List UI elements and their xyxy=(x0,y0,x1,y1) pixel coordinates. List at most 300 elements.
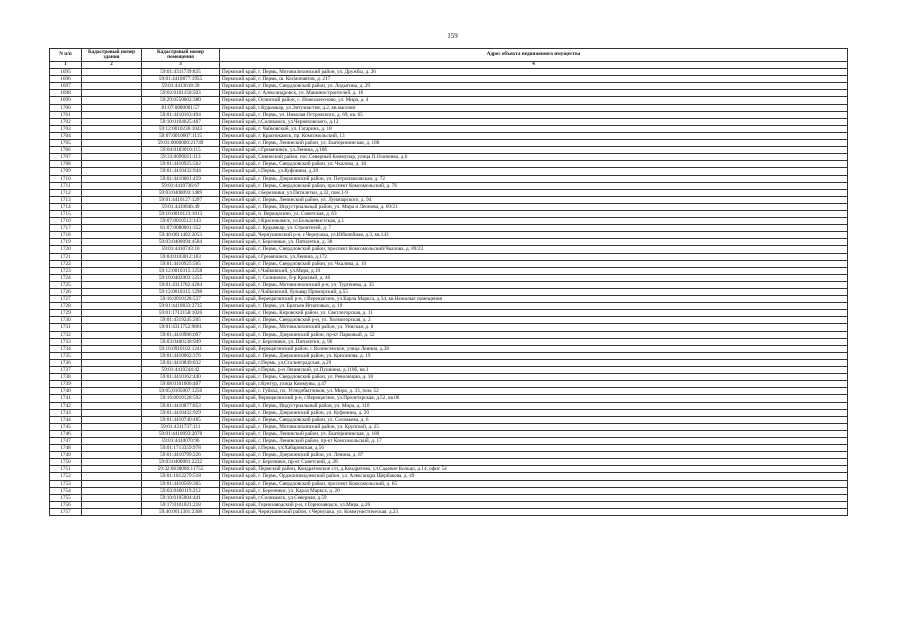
table-row xyxy=(50,104,848,111)
row-number: 1736 xyxy=(50,359,82,366)
room-cadastral-number: 59:03:0400094:4584 xyxy=(142,239,220,246)
room-cadastral-number: 59:01:4410799:226 xyxy=(142,452,220,459)
row-number: 1729 xyxy=(50,310,82,317)
room-cadastral-number: 59:01:4410061:459 xyxy=(142,175,220,182)
room-cadastral-number: 59:08:0101006:407 xyxy=(142,381,220,388)
row-number: 1721 xyxy=(50,253,82,260)
page-number: 159 xyxy=(447,32,458,40)
room-cadastral-number: 59:03:0400138:949 xyxy=(142,338,220,345)
row-number: 1728 xyxy=(50,303,82,310)
property-register-table xyxy=(49,48,848,516)
room-cadastral-number: 59:04:0103012:183 xyxy=(142,253,220,260)
building-cadastral-number xyxy=(82,367,142,374)
table-row xyxy=(50,125,848,132)
building-cadastral-number xyxy=(82,388,142,395)
room-cadastral-number: 59:01:4410986:607 xyxy=(142,331,220,338)
row-number: 1719 xyxy=(50,239,82,246)
room-cadastral-number: 59:05:0105007:1256 xyxy=(142,388,220,395)
property-address: Пермский край, г. Пермь, Дзержинский район, ул. Крисанова, д. 19 xyxy=(220,352,848,359)
room-cadastral-number: 59:16:0910102:1241 xyxy=(142,345,220,352)
row-number: 1749 xyxy=(50,452,82,459)
table-row xyxy=(50,246,848,253)
row-number: 1696 xyxy=(50,76,82,83)
row-number: 1726 xyxy=(50,289,82,296)
property-address: Пермский край, г.Пермь, ул.Хабаровская, д.56 xyxy=(220,445,848,452)
room-cadastral-number: 59:01:4410736:67 xyxy=(142,182,220,189)
room-cadastral-number: 59:01:4410432:929 xyxy=(142,409,220,416)
table-row xyxy=(50,381,848,388)
table-row xyxy=(50,90,848,97)
row-number: 1731 xyxy=(50,324,82,331)
table-row xyxy=(50,352,848,359)
row-number: 1740 xyxy=(50,388,82,395)
table-row xyxy=(50,303,848,310)
table-row xyxy=(50,267,848,274)
table-row xyxy=(50,83,848,90)
header-room-cadastral: Кадастровый номер помещения xyxy=(142,49,220,62)
header-address: Адрес объекта недвижимого имущества xyxy=(220,49,848,62)
building-cadastral-number xyxy=(82,317,142,324)
table-row xyxy=(50,416,848,423)
row-number: 1705 xyxy=(50,140,82,147)
table-row xyxy=(50,239,848,246)
table-row xyxy=(50,260,848,267)
property-address: Пермский край, г. Пермь, Орджоникидзевский район, ул. Александра Щербакова, д. 49 xyxy=(220,473,848,480)
table-row xyxy=(50,437,848,444)
table-row xyxy=(50,494,848,501)
row-number: 1757 xyxy=(50,508,82,515)
row-number: 1703 xyxy=(50,125,82,132)
room-cadastral-number: 59:01:4410849:832 xyxy=(142,359,220,366)
property-address: Пермский край, г.Соликамск, ул.Северная, д.59 xyxy=(220,494,848,501)
building-cadastral-number xyxy=(82,274,142,281)
property-address: Пермский край, г. Пермь, ул. Николая Островского, д. 69, кв. 65 xyxy=(220,111,848,118)
table-row xyxy=(50,466,848,473)
header-num: N п/п xyxy=(50,49,82,62)
building-cadastral-number xyxy=(82,90,142,97)
building-cadastral-number xyxy=(82,111,142,118)
building-cadastral-number xyxy=(82,487,142,494)
property-address: Пермский край, г. Пермь, Дзержинский район, пр-кт Парковый, д. 52 xyxy=(220,331,848,338)
table-row xyxy=(50,218,848,225)
property-address: Пермский край, г. Пермь, Свердловский р-н, ул. Холмогорская, д. 2 xyxy=(220,317,848,324)
row-number: 1747 xyxy=(50,437,82,444)
property-address: Пермский край, г. Пермь, ул. Братьев Игнатовых, д. 19 xyxy=(220,303,848,310)
property-address: Пермский край, г.Соликамск, ул.Черняховского, д.12 xyxy=(220,118,848,125)
row-number: 1723 xyxy=(50,267,82,274)
property-address: Пермский край, Верещагинский р-н, г.Верещагино, ул.Пролетарская, д.52, кв.06 xyxy=(220,395,848,402)
property-address: Пермский край, г. Пермь, Ленинский район, ул. Екатерининская, д. 188 xyxy=(220,140,848,147)
row-number: 1742 xyxy=(50,402,82,409)
property-address: Пермский край, г.Пермь, ул.Сталинградская, д.29 xyxy=(220,359,848,366)
table-row xyxy=(50,374,848,381)
building-cadastral-number xyxy=(82,232,142,239)
table-row xyxy=(50,189,848,196)
property-address: Пермский край, г. Березники, ул. Пятилетки, д. 38 xyxy=(220,239,848,246)
row-number: 1756 xyxy=(50,501,82,508)
table-row xyxy=(50,473,848,480)
room-cadastral-number: 59:16:0010128:592 xyxy=(142,395,220,402)
building-cadastral-number xyxy=(82,175,142,182)
property-address: Пермский край, г. Пермь, Свердловский район, проспект Комсомольский, д. 76 xyxy=(220,182,848,189)
building-cadastral-number xyxy=(82,331,142,338)
row-number: 1741 xyxy=(50,395,82,402)
building-cadastral-number xyxy=(82,452,142,459)
index-cell: 2 xyxy=(82,62,142,69)
table-body xyxy=(50,69,848,516)
building-cadastral-number xyxy=(82,430,142,437)
index-cell: 4 xyxy=(220,62,848,69)
row-number: 1725 xyxy=(50,281,82,288)
row-number: 1704 xyxy=(50,132,82,139)
row-number: 1745 xyxy=(50,423,82,430)
building-cadastral-number xyxy=(82,104,142,111)
room-cadastral-number: 59:33:0690011:113 xyxy=(142,154,220,161)
property-address: Пермский край, г. Пермь, Индустриальный район, ул. Мира и Леонова, д. 69/21 xyxy=(220,203,848,210)
table-row xyxy=(50,281,848,288)
table-row xyxy=(50,317,848,324)
row-number: 1727 xyxy=(50,296,82,303)
row-number: 1753 xyxy=(50,480,82,487)
property-address: Пермский край, г. Пермь, Мотовилихинский район, ул. Уинская, д. 8 xyxy=(220,324,848,331)
table-row xyxy=(50,459,848,466)
building-cadastral-number xyxy=(82,210,142,217)
property-address: Пермский край, г. Пермь, Свердловский район, ул. Лодыгина, д. 29 xyxy=(220,83,848,90)
building-cadastral-number xyxy=(82,218,142,225)
building-cadastral-number xyxy=(82,381,142,388)
property-address: Пермский край, Верещагинский р-н, г.Верещагино, ул.Карла Маркса, д.34, кв.Нежилые помещения xyxy=(220,296,848,303)
room-cadastral-number: 59:07:0010512:143 xyxy=(142,218,220,225)
building-cadastral-number xyxy=(82,196,142,203)
table-row xyxy=(50,409,848,416)
building-cadastral-number xyxy=(82,147,142,154)
table-row xyxy=(50,132,848,139)
property-address: Пермский край, г. Пермь, Дзержинский район, ул. Ленина, д. 87 xyxy=(220,452,848,459)
row-number: 1698 xyxy=(50,90,82,97)
table-row xyxy=(50,161,848,168)
building-cadastral-number xyxy=(82,253,142,260)
building-cadastral-number xyxy=(82,466,142,473)
table-row xyxy=(50,402,848,409)
building-cadastral-number xyxy=(82,508,142,515)
row-number: 1701 xyxy=(50,111,82,118)
room-cadastral-number: 59:01:4410877:1955 xyxy=(142,76,220,83)
property-address: Пермский край, Пермский район, Кондратовское с/п, д.Кондратово, ул.Садовое Кольцо, д.14, офис 54 xyxy=(220,466,848,473)
table-row xyxy=(50,367,848,374)
table-row xyxy=(50,97,848,104)
row-number: 1714 xyxy=(50,203,82,210)
row-number: 1710 xyxy=(50,175,82,182)
room-cadastral-number: 59:40:0011402:2053 xyxy=(142,232,220,239)
index-cell: 3 xyxy=(142,62,220,69)
property-address: Пермский край, г.Краснокамск, ул.Большевистская, д.1 xyxy=(220,218,848,225)
table-row xyxy=(50,388,848,395)
room-cadastral-number: 59:04:0103010:115 xyxy=(142,147,220,154)
building-cadastral-number xyxy=(82,225,142,232)
row-number: 1722 xyxy=(50,260,82,267)
room-cadastral-number: 59:01:4410925:562 xyxy=(142,161,220,168)
building-cadastral-number xyxy=(82,303,142,310)
row-number: 1712 xyxy=(50,189,82,196)
room-cadastral-number: 59:01:4410925:565 xyxy=(142,260,220,267)
table-row xyxy=(50,359,848,366)
property-address: Пермский край, г.Кунгур, улица Коммуны, д.47 xyxy=(220,381,848,388)
room-cadastral-number: 59:01:4311737:111 xyxy=(142,423,220,430)
table-row xyxy=(50,76,848,83)
property-address: Пермский край, Чернушинский район, г.Чернушка, ул. Коммунистическая, д.23 xyxy=(220,508,848,515)
building-cadastral-number xyxy=(82,437,142,444)
row-number: 1751 xyxy=(50,466,82,473)
room-cadastral-number: 81:07:0080001:352 xyxy=(142,225,220,232)
room-cadastral-number: 59:01:4410244:42 xyxy=(142,367,220,374)
property-address: Пермский край, Чернушинский р-н, г.Чернушка, ул.Юбилейная, д.3, кв.143 xyxy=(220,232,848,239)
table-row xyxy=(50,296,848,303)
index-cell: 1 xyxy=(50,62,82,69)
room-cadastral-number: 59:01:4311782:4284 xyxy=(142,281,220,288)
table-row xyxy=(50,210,848,217)
room-cadastral-number: 59:17:0101021:218 xyxy=(142,501,220,508)
room-cadastral-number: 59:01:4410432:944 xyxy=(142,168,220,175)
table-row xyxy=(50,140,848,147)
property-address: Пермский край, г. Березники, пр-кт Советский, д. 28 xyxy=(220,459,848,466)
property-address: Пермский край, г. Соликамск, б-р Красный, д. 40 xyxy=(220,274,848,281)
property-address: Пермский край, Осинский район, с. Новозалесново, ул. Мира, д. 4 xyxy=(220,97,848,104)
table-row xyxy=(50,175,848,182)
table-header-row xyxy=(50,49,848,62)
room-cadastral-number: 59:01:0000000:21749 xyxy=(142,140,220,147)
building-cadastral-number xyxy=(82,161,142,168)
row-number: 1750 xyxy=(50,459,82,466)
property-address: Пермский край, г. Александровск, ул. Машиностроителей, д. 18 xyxy=(220,90,848,97)
table-row xyxy=(50,338,848,345)
row-number: 1715 xyxy=(50,210,82,217)
building-cadastral-number xyxy=(82,69,142,76)
row-number: 1709 xyxy=(50,168,82,175)
property-address: Пермский край, г. Пермь, Дзержинский район, ул. Петропавловская, д. 72 xyxy=(220,175,848,182)
building-cadastral-number xyxy=(82,260,142,267)
room-cadastral-number: 59:01:4410093:2078 xyxy=(142,430,220,437)
property-address: Пермский край, г. Пермь, Ленинский район, пр-кт Комсомольский, д. 17 xyxy=(220,437,848,444)
row-number: 1730 xyxy=(50,317,82,324)
table-row xyxy=(50,118,848,125)
row-number: 1716 xyxy=(50,218,82,225)
building-cadastral-number xyxy=(82,359,142,366)
table-row xyxy=(50,423,848,430)
room-cadastral-number: 59:01:4410846:49 xyxy=(142,203,220,210)
room-cadastral-number: 59:01:4319245:205 xyxy=(142,317,220,324)
property-address: Пермский край, г. Березники, ул. Карла Маркса, д. 20 xyxy=(220,487,848,494)
room-cadastral-number: 59:12:0010315:1258 xyxy=(142,267,220,274)
property-address: Пермский край, г. Пермь, Свердловский район, ул. Революции, д. 18 xyxy=(220,374,848,381)
building-cadastral-number xyxy=(82,125,142,132)
property-address: Пермский край, Сивинский район, пос.Северный Коммунар, улица П.Осипенко, д.6 xyxy=(220,154,848,161)
property-address: Пермский край, г.Чайковский, ул.Мира, д.10 xyxy=(220,267,848,274)
property-address: Пермский край, г. Пермь, Ленинский район, ул. Луначарского, д. 94 xyxy=(220,196,848,203)
row-number: 1711 xyxy=(50,182,82,189)
room-cadastral-number: 59:12:0010315:1298 xyxy=(142,289,220,296)
property-address: Пермский край, г.Чайковский, бульвар Приморский, д.55 xyxy=(220,289,848,296)
row-number: 1717 xyxy=(50,225,82,232)
property-address: Пермский край, г. Пермь, Свердловский район, проспект Комсомольский, д. 65 xyxy=(220,480,848,487)
property-address: Пермский край, г. Пермь, Дзержинский район, ул. Куфонина, д. 20 xyxy=(220,409,848,416)
property-address: Пермский край, г. Пермь, Индустриальный район, ул. Мира, д. 110 xyxy=(220,402,848,409)
property-address: Пермский край, г. Кудымкар, ул. Строителей, д. 7 xyxy=(220,225,848,232)
table-row xyxy=(50,253,848,260)
room-cadastral-number: 59:01:4410743:10 xyxy=(142,246,220,253)
room-cadastral-number: 59:02:0101150:503 xyxy=(142,90,220,97)
property-address: Пермский край, г. Пермь, Мотовилихинский район, ул. Крупской, д. 25 xyxy=(220,423,848,430)
table-row xyxy=(50,232,848,239)
room-cadastral-number: 59:01:4410877:853 xyxy=(142,402,220,409)
row-number: 1754 xyxy=(50,487,82,494)
row-number: 1738 xyxy=(50,374,82,381)
header-building-cadastral: Кадастровый номер здания xyxy=(82,49,142,62)
property-address: Пермский край, г. Пермь, Свердловский район, ул. Чкалова, д. 10 xyxy=(220,260,848,267)
row-number: 1732 xyxy=(50,331,82,338)
property-address: Пермский край, г. Пермь, Ленинский район, ул. Екатерининская, д. 180 xyxy=(220,430,848,437)
room-cadastral-number: 59:03:0400081:2232 xyxy=(142,459,220,466)
property-address: Пермский край, п. Верещагино, ул. Советская, д. 63 xyxy=(220,210,848,217)
row-number: 1737 xyxy=(50,367,82,374)
table-index-row xyxy=(50,62,848,69)
table-row xyxy=(50,452,848,459)
building-cadastral-number xyxy=(82,281,142,288)
property-address: Пермский край, г. Пермь, Мотовилихинский район, ул. Дружбы, д. 26 xyxy=(220,69,848,76)
row-number: 1743 xyxy=(50,409,82,416)
row-number: 1755 xyxy=(50,494,82,501)
row-number: 1724 xyxy=(50,274,82,281)
building-cadastral-number xyxy=(82,480,142,487)
building-cadastral-number xyxy=(82,132,142,139)
row-number: 1707 xyxy=(50,154,82,161)
building-cadastral-number xyxy=(82,97,142,104)
room-cadastral-number: 59:01:4410833:2735 xyxy=(142,303,220,310)
table-row xyxy=(50,196,848,203)
room-cadastral-number: 59:01:4410740:485 xyxy=(142,416,220,423)
row-number: 1718 xyxy=(50,232,82,239)
room-cadastral-number: 59:01:4410127:1297 xyxy=(142,196,220,203)
row-number: 1752 xyxy=(50,473,82,480)
table-row xyxy=(50,289,848,296)
property-address: Пермский край, г. Пермь, Свердловский район, ул. Соловьева, д. 6 xyxy=(220,416,848,423)
room-cadastral-number: 59:01:4311752:9861 xyxy=(142,324,220,331)
row-number: 1695 xyxy=(50,69,82,76)
row-number: 1700 xyxy=(50,104,82,111)
property-address: Пермский край, г.Пермь, ул.Куфонина, д.20 xyxy=(220,168,848,175)
building-cadastral-number xyxy=(82,395,142,402)
table-row xyxy=(50,395,848,402)
room-cadastral-number: 59:03:0400093:1489 xyxy=(142,189,220,196)
table-row xyxy=(50,487,848,494)
room-cadastral-number: 59:03:0400119:212 xyxy=(142,487,220,494)
room-cadastral-number: 59:10:0105004:441 xyxy=(142,494,220,501)
row-number: 1699 xyxy=(50,97,82,104)
table-row xyxy=(50,480,848,487)
building-cadastral-number xyxy=(82,409,142,416)
property-address: Пермский край, г. Березники, ул. Пятилетки, д. 96 xyxy=(220,338,848,345)
table-row xyxy=(50,225,848,232)
building-cadastral-number xyxy=(82,473,142,480)
building-cadastral-number xyxy=(82,445,142,452)
room-cadastral-number: 59:12:0010236:1043 xyxy=(142,125,220,132)
room-cadastral-number: 59:16:0010123:1013 xyxy=(142,210,220,217)
building-cadastral-number xyxy=(82,338,142,345)
room-cadastral-number: 59:01:4410569:365 xyxy=(142,480,220,487)
building-cadastral-number xyxy=(82,402,142,409)
row-number: 1733 xyxy=(50,338,82,345)
building-cadastral-number xyxy=(82,310,142,317)
building-cadastral-number xyxy=(82,83,142,90)
property-address: Пермский край, г. Пермь, Свердловский район, ул. Чкалова, д. 10 xyxy=(220,161,848,168)
room-cadastral-number: 59:01:4410070:96 xyxy=(142,437,220,444)
building-cadastral-number xyxy=(82,140,142,147)
building-cadastral-number xyxy=(82,296,142,303)
room-cadastral-number: 59:29:0550002:380 xyxy=(142,97,220,104)
row-number: 1697 xyxy=(50,83,82,90)
row-number: 1706 xyxy=(50,147,82,154)
building-cadastral-number xyxy=(82,246,142,253)
property-address: Пермский край, г. Губаха, пл. Угледобытчиков, ул. Мира, д. 33, пом. 52 xyxy=(220,388,848,395)
row-number: 1734 xyxy=(50,345,82,352)
room-cadastral-number: 59:01:1713158:1026 xyxy=(142,310,220,317)
row-number: 1720 xyxy=(50,246,82,253)
table-row xyxy=(50,147,848,154)
property-address: Пермский край, г. Пермь, Мотовилихинский р-н, ул. Тургенева, д. 35 xyxy=(220,281,848,288)
property-address: Пермский край, Горнозаводский р-н, г.Горнозаводск, ул.Мира, д.26 xyxy=(220,501,848,508)
property-address: Пермский край, г.Кудымкар, ул.Энтузиастов, д.2, кв.магазин xyxy=(220,104,848,111)
room-cadastral-number: 59:01:4410062:376 xyxy=(142,352,220,359)
room-cadastral-number: 59:01:1713359:978 xyxy=(142,445,220,452)
building-cadastral-number xyxy=(82,239,142,246)
table-row xyxy=(50,310,848,317)
row-number: 1713 xyxy=(50,196,82,203)
property-address: Пермский край, г. Краснокамск, пр. Комсомольский, 13 xyxy=(220,132,848,139)
table-row xyxy=(50,430,848,437)
room-cadastral-number: 59:01:4311739:835 xyxy=(142,69,220,76)
room-cadastral-number: 59:40:0011301:2308 xyxy=(142,508,220,515)
building-cadastral-number xyxy=(82,324,142,331)
building-cadastral-number xyxy=(82,76,142,83)
property-address: Пермский край, г.Березники, ул.Пятилетки, д.32, пом.1-9 xyxy=(220,189,848,196)
property-address: Пермский край, г.Гремячинск, ул.Ленина, д.10б xyxy=(220,147,848,154)
building-cadastral-number xyxy=(82,154,142,161)
building-cadastral-number xyxy=(82,423,142,430)
building-cadastral-number xyxy=(82,345,142,352)
building-cadastral-number xyxy=(82,501,142,508)
property-address: Пермский край, г. Пермь, ш. Космонавтов, д. 217 xyxy=(220,76,848,83)
table-row xyxy=(50,345,848,352)
building-cadastral-number xyxy=(82,267,142,274)
property-address: Пермский край, Верещагинский район, с.Вознесенское, улица Ленина, д.38 xyxy=(220,345,848,352)
table-row xyxy=(50,331,848,338)
building-cadastral-number xyxy=(82,494,142,501)
building-cadastral-number xyxy=(82,182,142,189)
table-row xyxy=(50,445,848,452)
building-cadastral-number xyxy=(82,289,142,296)
room-cadastral-number: 59:01:4410163:494 xyxy=(142,111,220,118)
building-cadastral-number xyxy=(82,352,142,359)
table-row xyxy=(50,508,848,515)
property-address: Пермский край, г. Пермь, Свердловский район, проспект Комсомольский/Чкалова, д. 89/23 xyxy=(220,246,848,253)
room-cadastral-number: 59:07:0010607:1115 xyxy=(142,132,220,139)
building-cadastral-number xyxy=(82,459,142,466)
table-row xyxy=(50,154,848,161)
table-row xyxy=(50,168,848,175)
row-number: 1739 xyxy=(50,381,82,388)
table-row xyxy=(50,69,848,76)
room-cadastral-number: 59:16:0010128:537 xyxy=(142,296,220,303)
table-row xyxy=(50,182,848,189)
